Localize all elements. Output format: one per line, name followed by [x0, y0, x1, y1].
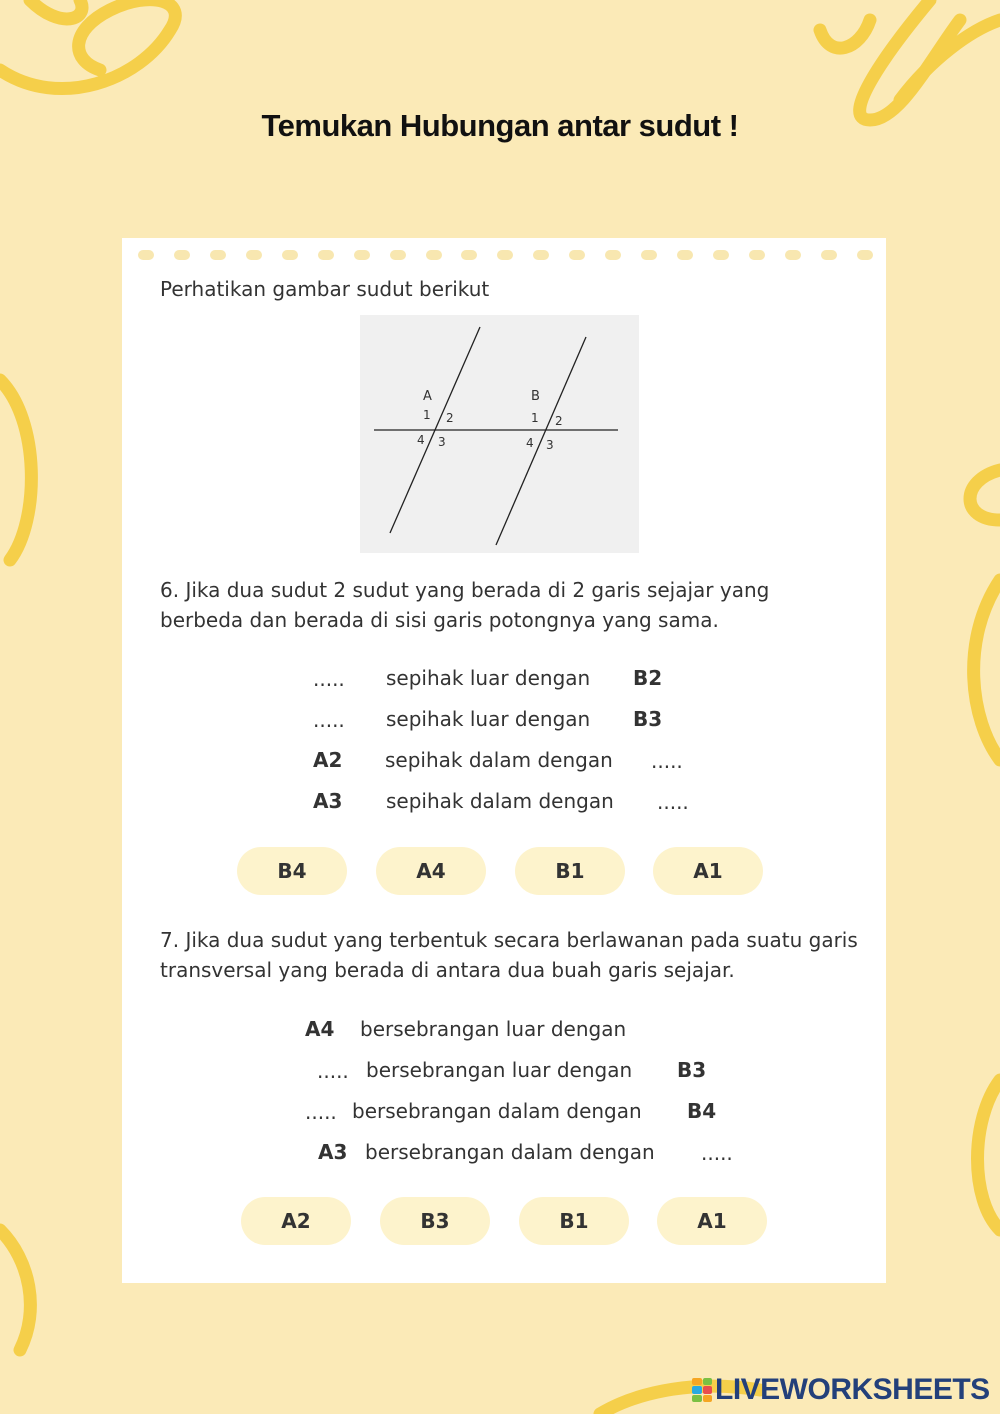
q6-row2-relation: sepihak luar dengan — [386, 707, 591, 731]
logo-text: LIVEWORKSHEETS — [715, 1373, 990, 1406]
q6-row3-blank[interactable]: ..... — [651, 749, 683, 773]
q6-row1-right: B2 — [633, 666, 663, 690]
q7-row1-left: A4 — [305, 1017, 335, 1041]
q7-row1-relation: bersebrangan luar dengan — [360, 1017, 627, 1041]
label-line-a: A — [423, 389, 432, 404]
q7-option-b3[interactable]: B3 — [380, 1197, 490, 1245]
angle-a4: 4 — [417, 433, 425, 447]
q6-row2-blank[interactable]: ..... — [313, 708, 345, 732]
q7-row4-relation: bersebrangan dalam dengan — [365, 1140, 655, 1164]
parallel-line-b — [496, 337, 586, 545]
q6-row4-blank[interactable]: ..... — [657, 790, 689, 814]
worksheet-card — [122, 238, 886, 1283]
q6-option-a4[interactable]: A4 — [376, 847, 486, 895]
intro-text: Perhatikan gambar sudut berikut — [160, 277, 490, 301]
q6-row3-relation: sepihak dalam dengan — [385, 748, 613, 772]
angle-b1: 1 — [531, 411, 539, 425]
q6-option-a1[interactable]: A1 — [653, 847, 763, 895]
liveworksheets-logo — [692, 1373, 990, 1407]
logo-mark-icon — [692, 1378, 712, 1402]
q7-row3-relation: bersebrangan dalam dengan — [352, 1099, 642, 1123]
q7-row4-blank[interactable]: ..... — [701, 1141, 733, 1165]
question-7-text: 7. Jika dua sudut yang terbentuk secara berlawanan pada suatu garis transversal yang berada di antara dua buah garis sejajar. — [160, 928, 858, 982]
q6-option-b4[interactable]: B4 — [237, 847, 347, 895]
question-6-text: 6. Jika dua sudut 2 sudut yang berada di 2 garis sejajar yang berbeda dan berada di sisi garis potongnya yang sama. — [160, 578, 770, 632]
q6-row4-relation: sepihak dalam dengan — [386, 789, 614, 813]
q7-row4-left: A3 — [318, 1140, 348, 1164]
q7-option-a1[interactable]: A1 — [657, 1197, 767, 1245]
q7-row3-blank[interactable]: ..... — [305, 1100, 337, 1124]
parallel-lines-figure — [360, 315, 639, 553]
q6-row3-left: A2 — [313, 748, 343, 772]
angle-a1: 1 — [423, 408, 431, 422]
angle-b3: 3 — [546, 438, 554, 452]
q6-row4-left: A3 — [313, 789, 343, 813]
q7-option-b1[interactable]: B1 — [519, 1197, 629, 1245]
figure-drawing — [360, 315, 639, 553]
q6-option-b1[interactable]: B1 — [515, 847, 625, 895]
q6-row2-right: B3 — [633, 707, 663, 731]
angle-a3: 3 — [438, 435, 446, 449]
q7-row2-relation: bersebrangan luar dengan — [366, 1058, 633, 1082]
q6-row1-blank[interactable]: ..... — [313, 667, 345, 691]
page-title: Temukan Hubungan antar sudut ! — [261, 108, 739, 143]
q6-row1-relation: sepihak luar dengan — [386, 666, 591, 690]
angle-b2: 2 — [555, 414, 563, 428]
q7-row2-right: B3 — [677, 1058, 707, 1082]
angle-b4: 4 — [526, 436, 534, 450]
q7-option-a2[interactable]: A2 — [241, 1197, 351, 1245]
angle-a2: 2 — [446, 411, 454, 425]
q7-row3-right: B4 — [687, 1099, 717, 1123]
dotted-border — [138, 250, 873, 262]
label-line-b: B — [531, 389, 540, 404]
q7-row2-blank[interactable]: ..... — [317, 1059, 349, 1083]
